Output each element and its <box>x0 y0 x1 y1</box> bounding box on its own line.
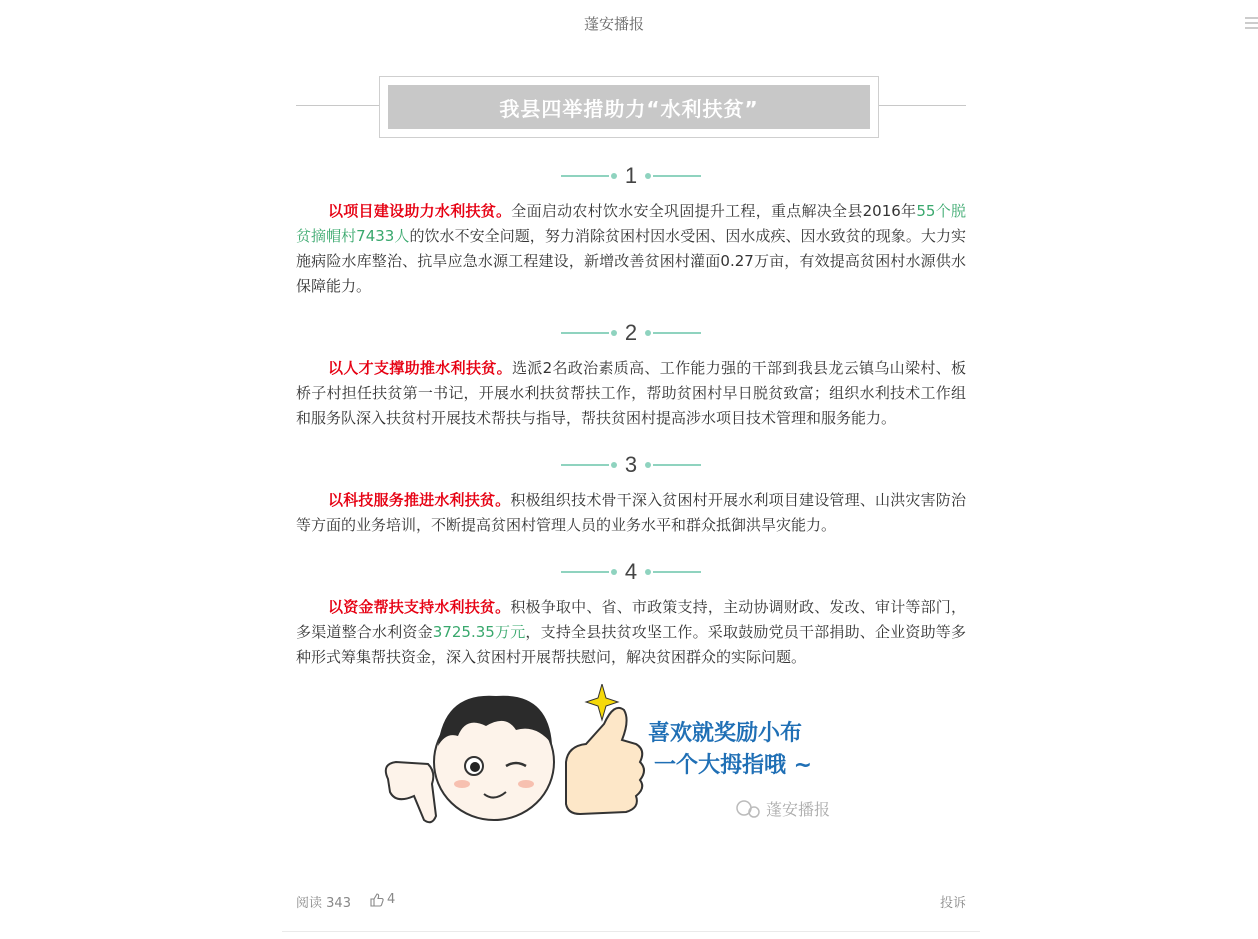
thumbs-up-hand-icon <box>566 708 644 814</box>
account-name[interactable]: 蓬安播报 <box>583 15 644 33</box>
section-text: 积极组织技术骨干深入贫困村开展水利项目建设管理、山洪灾害防治等方面的业务培训，不断提高贫困村管理人员的业务水平和群众抵御洪旱灾能力。 <box>296 491 966 534</box>
read-label: 阅读 <box>296 896 323 911</box>
top-bar <box>0 0 1258 46</box>
cartoon-boy-image <box>366 684 866 834</box>
section-number: 3 <box>624 452 638 477</box>
section-paragraph-2 <box>296 356 966 431</box>
article-body <box>296 72 966 834</box>
article-title-block <box>296 72 966 142</box>
section-text: 的饮水不安全问题，努力消除贫困村因水受困、因水成疾、因水致贫的现象。大力实施病险水库整治、抗旱应急水源工程建设，新增改善贫困村灌面0.27万亩，有效提高贫困村水源供水保障能力。 <box>296 227 966 295</box>
watermark-text: 蓬安播报 <box>766 800 831 819</box>
bottom-divider <box>282 931 980 932</box>
watermark <box>737 800 830 819</box>
title-rule-left <box>296 105 380 106</box>
section-divider-1 <box>296 163 966 189</box>
illustration-text-1: 喜欢就奖励小布 <box>648 721 803 746</box>
section-lead: 以项目建设助力水利扶贫。 <box>328 202 512 220</box>
pointing-hand-icon <box>386 762 436 822</box>
section-paragraph-3 <box>296 488 966 538</box>
illustration-text-2: 一个大拇指哦 ~ <box>654 753 813 778</box>
section-highlight: 3725.35万元 <box>432 623 526 641</box>
section-divider-4 <box>296 559 966 585</box>
section-lead: 以人才支撑助推水利扶贫。 <box>328 359 512 377</box>
section-text: ，支持全县扶贫攻坚工作。采取鼓励党员干部捐助、企业资助等多种形式筹集帮扶资金，深入贫困村开展帮扶慰问，解决贫困群众的实际问题。 <box>296 623 966 666</box>
section-highlight: 55个脱贫摘帽村7433人 <box>296 202 966 245</box>
report-link[interactable]: 投诉 <box>939 896 966 911</box>
article-title: 我县四举措助力“水利扶贫” <box>388 85 870 129</box>
like-button[interactable] <box>370 892 395 907</box>
section-lead: 以科技服务推进水利扶贫。 <box>328 491 511 509</box>
like-count: 4 <box>387 892 396 907</box>
read-value: 343 <box>326 896 351 911</box>
thumbs-up-icon[interactable] <box>370 893 384 907</box>
title-frame <box>379 76 879 138</box>
section-divider-2 <box>296 320 966 346</box>
section-number: 1 <box>624 163 638 188</box>
article-footer <box>296 890 966 912</box>
thumbs-up-illustration <box>296 684 966 834</box>
section-paragraph-4 <box>296 595 966 670</box>
section-paragraph-1 <box>296 199 966 299</box>
section-text: 全面启动农村饮水安全巩固提升工程，重点解决全县2016年 <box>511 202 917 220</box>
section-divider-3 <box>296 452 966 478</box>
section-text: 选派2名政治素质高、工作能力强的干部到我县龙云镇乌山梁村、板桥子村担任扶贫第一书记，开展水利扶贫帮扶工作，帮助贫困村早日脱贫致富；组织水利技术工作组和服务队深入扶贫村开展技术帮扶与指导，帮扶贫困村提高涉水项目技术管理和服务能力。 <box>296 359 966 427</box>
menu-lines-icon[interactable] <box>1244 16 1258 30</box>
section-lead: 以资金帮扶支持水利扶贫。 <box>328 598 511 616</box>
section-text: 积极争取中、省、市政策支持，主动协调财政、发改、审计等部门，多渠道整合水利资金 <box>296 598 966 641</box>
title-rule-right <box>874 105 966 106</box>
section-number: 2 <box>624 320 638 345</box>
read-count <box>296 892 351 911</box>
section-number: 4 <box>624 559 638 584</box>
